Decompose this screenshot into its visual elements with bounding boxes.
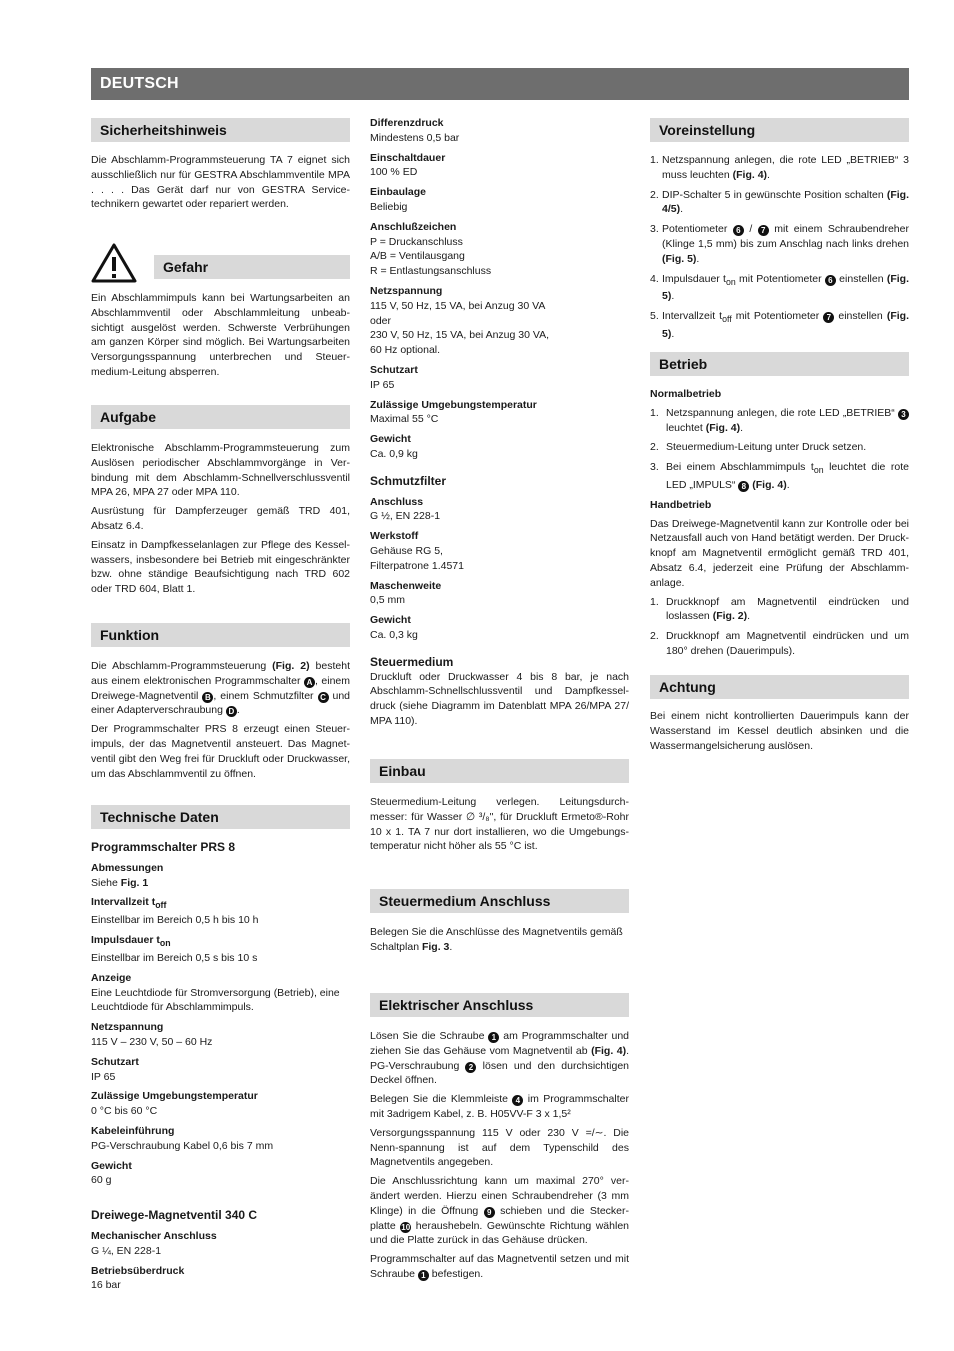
- marker-a: A: [304, 677, 315, 688]
- marker-d: D: [226, 706, 237, 717]
- marker-4: 4: [512, 1095, 523, 1106]
- technische-daten-list: Programmschalter PRS 8 Abmessungen Siehe Fig. 1 Intervallzeit $t_{off}$ Einstellbar im Bereich 0,5 h bis 10 h Impulsdauer $t_{on}$ Einstellbar im Bereich 0,5 s bis 10 s Anzeige Eine Leuchtdiode für Stromversorgung (Betrieb), eine Leuchtdiode für Abschlammimpuls. Netzspannung 115 V – 230 V, 50 – 60 Hz Schutzart IP 65 Zulässige Umgebungstemperatur 0 °C bis 60 °C Kabeleinführung PG-Verschraubung Kabel 0,6 bis 7 mm Gewicht 60 g Dreiwege-Magnetventil 340 C Mechanischer Anschluss G ¼, EN 228-1 Betriebsüberdruck 16 bar: [91, 840, 340, 1292]
- marker-8: 8: [738, 481, 749, 492]
- section-heading-funktion: Funktion: [91, 623, 350, 647]
- elektrischer-anschluss-text: Lösen Sie die Schraube 1 am Programmschalter und ziehen Sie das Gehäuse vom Magnetventil ab (Fig. 4). PG-Verschraubung 2 lösen und den durchsichtigen Deckel öffnen. Belegen Sie die Klemmleiste 4 im Programmschalter mit 3adrigem Kabel, z. B. H05VV-F 3 x 1,5² Versorgungsspannung 115 V oder 230 V =/∼. Die Nenn-spannung ist auf dem Typenschild des Magnetventils angegeben. Die Anschlussrichtung kann um maximal 270° ver-ändert werden. Hierzu einen Schraubendreher (3 mm Klinge) in die Öffnung 9 schieben und die Stecker-platte 10 heraushebeln. Gewünschte Richtung wählen und die Platte zurück in das Gehäuse drücken. Programmschalter auf das Magnetventil setzen und mit Schraube 1 befestigen.: [370, 1030, 630, 1280]
- sicherheit-text: Die Abschlamm-Programmsteuerung TA 7 eignet sich ausschließlich nur für GESTRA Abschlammventile MPA . . . . Das Gerät darf nur von GESTRA Service-technikern gewartet oder repariert werden.: [91, 154, 350, 211]
- gefahr-text: Ein Abschlammimpuls kann bei Wartungsarbeiten an Abschlammventil oder Abschlammleitung unbeab-sichtigt ausgelöst werden. Schwerste Verbrühungen am ganzen Körper sind möglich. Bei Wartungsarbeiten Versorgungsspannung unterbrechen und Steuer-medium-Leitung absperren.: [91, 292, 350, 378]
- marker-7b: 7: [823, 312, 834, 323]
- achtung-text: Bei einem nicht kontrollierten Dauerimpuls kann der Wasserstand im Kessel deutlich absinken und die Wassermangelsicherung auslösen.: [650, 710, 909, 752]
- section-heading-voreinstellung: Voreinstellung: [650, 118, 909, 142]
- marker-10: 10: [401, 1222, 411, 1232]
- marker-c: C: [318, 692, 329, 703]
- marker-6: 6: [733, 225, 744, 236]
- section-heading-aufgabe: Aufgabe: [91, 405, 350, 429]
- marker-6b: 6: [825, 275, 836, 286]
- section-heading-betrieb: Betrieb: [650, 352, 909, 376]
- marker-7: 7: [758, 225, 769, 236]
- marker-3: 3: [898, 409, 909, 420]
- aufgabe-text: Elektronische Abschlamm-Programmsteuerung zum Auslösen periodischer Abschlammvorgänge in Ver-bindung mit dem Abschlamm-Schnellverschlussventil MPA 26, MPA 27 oder MPA 110. Ausrüstung für Dampferzeuger gemäß TRD 401, Absatz 6.4. Einsatz in Dampfkesselanlagen zur Pflege des Kessel-wassers, insbesondere bei Betrieb mit eingeschränkter bzw. ohne ständige Beaufsichtigung nach TRD 602 oder TRD 604, Blatt 1.: [91, 442, 350, 596]
- section-heading-gefahr: Gefahr: [154, 255, 350, 279]
- magnetventil-specs: Differenzdruck Mindestens 0,5 bar Einschaltdauer 100 % ED Einbaulage Beliebig Anschlußzeichen P = Druckanschluss A/B = Ventilausgang R = Entlastungsanschluss Netzspannung 115 V, 50 Hz, 15 VA, bei Anzug 30 VA oder 230 V, 50 Hz, 15 VA, bei Anzug 30 VA, 60 Hz optional. Schutzart IP 65 Zulässige Umgebungstemperatur Maximal 55 °C Gewicht Ca. 0,9 kg Schmutzfilter Anschluss G ½, EN 228-1 Werkstoff Gehäuse RG 5, Filterpatrone 1.4571 Maschenweite 0,5 mm Gewicht Ca. 0,3 kg Steuermedium Druckluft oder Druckwasser 4 bis 8 bar, je nach Abschlamm-Schnellschlussventil und Dampfkessel-druck (siehe Diagramm im Datenblatt MPA 26/MPA 27/ MPA 110).: [370, 117, 629, 727]
- betrieb-text: Normalbetrieb 1. Netzspannung anlegen, die rote LED „BETRIEB“ 3 leuchtet (Fig. 4). 2. Steuermedium-Leitung unter Druck setzen. 3. Bei einem Abschlammimpuls $t_{on}$ leuchtet die rote LED „IMPULS“ 8 (Fig. 4). Handbetrieb Das Dreiwege-Magnetventil kann zur Kontrolle oder bei Netzausfall auch von Hand betätigt werden. Der Druck-knopf am Magnetventil ermöglicht gemäß TRD 401, Absatz 6.4, jederzeit eine Prüfung der Abschlamm-anlage. 1. Druckknopf am Magnetventil eindrücken und loslassen (Fig. 2). 2. Druckknopf am Magnetventil eindrücken und um 180° drehen (Dauerimpuls).: [650, 388, 909, 658]
- marker-2: 2: [465, 1062, 476, 1073]
- language-banner: [91, 68, 909, 100]
- section-heading-einbau: Einbau: [370, 759, 629, 783]
- banner-title: DEUTSCH: [100, 75, 179, 92]
- marker-b: B: [202, 692, 213, 703]
- section-heading-elektrischer-anschluss: Elektrischer Anschluss: [370, 993, 629, 1017]
- marker-1: 1: [488, 1032, 499, 1043]
- steuermedium-anschluss-text: Belegen Sie die Anschlüsse des Magnetventils gemäß Schaltplan Fig. 3.: [370, 926, 623, 953]
- section-heading-steuermedium-anschluss: Steuermedium Anschluss: [370, 889, 629, 913]
- section-heading-achtung: Achtung: [650, 675, 909, 699]
- section-heading-sicherheit: Sicherheitshinweis: [91, 118, 350, 142]
- marker-9: 9: [484, 1207, 495, 1218]
- einbau-text: Steuermedium-Leitung verlegen. Leitungsdurch-messer: für Wasser ∅ ³/₈", für Druckluft Ermeto®-Rohr 10 x 1. TA 7 nur dort installieren, wo die Umgebungs-temperatur nicht höher als 55 °C ist.: [370, 796, 629, 853]
- section-heading-technische-daten: Technische Daten: [91, 805, 350, 829]
- voreinstellung-list: 1. Netzspannung anlegen, die rote LED „BETRIEB“ 3 muss leuchten (Fig. 4). 2. DIP-Schalter 5 in gewünschte Position schalten (Fig. 4/5). 3. Potentiometer 6 / 7 mit einem Schraubendreher (Klinge 1,5 mm) bis zum Anschlag nach links drehen (Fig. 5). 4. Impulsdauer $t_{on}$ mit Potentiometer 6 einstellen (Fig. 5). 5. Intervallzeit $t_{off}$ mit Potentiometer 7 einstellen (Fig. 5).: [650, 154, 909, 341]
- marker-1b: 1: [418, 1270, 429, 1281]
- funktion-text: Die Abschlamm-Programmsteuerung (Fig. 2) besteht aus einem elektronischen Programmschalter A , einem Dreiwege-Magnetventil B , einem Schmutzfilter C und einer Adapterverschraubung D . Der Programmschalter PRS 8 erzeugt einen Steuer-impuls, der das Magnetventil ansteuert. Das Magnet-ventil gibt den Weg frei für Druckluft oder Druckwasser, um das Abschlammventil zu öffnen.: [91, 660, 351, 780]
- warning-triangle-icon: [91, 242, 137, 284]
